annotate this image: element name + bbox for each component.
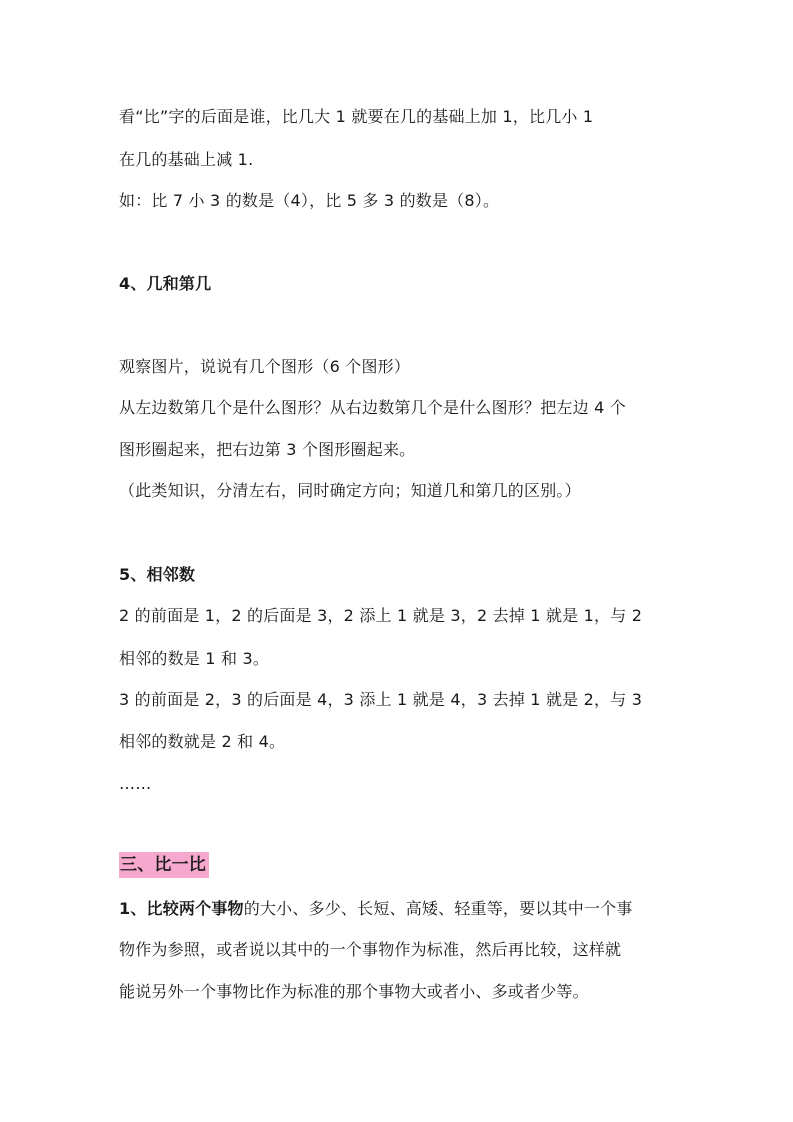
section-5-line-3: 3 的前面是 2，3 的后面是 4，3 添上 1 就是 4，3 去掉 1 就是 2，与 3 <box>119 690 643 709</box>
section-5-heading: 5、相邻数 <box>119 565 196 584</box>
compare-example-line: 如：比 7 小 3 的数是（4），比 5 多 3 的数是（8）。 <box>119 191 500 210</box>
section-three-heading: 三、比一比 <box>119 852 209 878</box>
section-5-line-1: 2 的前面是 1，2 的后面是 3，2 添上 1 就是 3，2 去掉 1 就是 1，与 2 <box>119 606 643 625</box>
section-three-line-1-bold: 1、比较两个事物 <box>119 899 244 918</box>
section-4-line-2: 从左边数第几个是什么图形？从右边数第几个是什么图形？把左边 4 个 <box>119 398 626 417</box>
section-5-line-4: 相邻的数就是 2 和 4。 <box>119 732 286 751</box>
section-three-heading-wrap <box>119 855 209 875</box>
section-three-line-1 <box>119 899 633 919</box>
compare-rule-line-1: 看“比”字的后面是谁，比几大 1 就要在几的基础上加 1，比几小 1 <box>119 107 594 126</box>
compare-rule-line-2: 在几的基础上减 1. <box>119 150 254 169</box>
section-three-line-3: 能说另外一个事物比作为标准的那个事物大或者小、多或者少等。 <box>119 982 589 1001</box>
section-5-ellipsis: …… <box>119 774 152 793</box>
section-three-line-1-rest: 的大小、多少、长短、高矮、轻重等，要以其中一个事 <box>243 899 633 918</box>
section-5-line-2: 相邻的数是 1 和 3。 <box>119 649 270 668</box>
section-4-line-3: 图形圈起来，把右边第 3 个图形圈起来。 <box>119 440 416 459</box>
section-4-note: （此类知识，分清左右，同时确定方向；知道几和第几的区别。） <box>119 481 581 500</box>
section-4-line-1: 观察图片，说说有几个图形（6 个图形） <box>119 357 411 376</box>
section-three-line-2: 物作为参照，或者说以其中的一个事物作为标准，然后再比较，这样就 <box>119 940 622 959</box>
section-4-heading: 4、几和第几 <box>119 274 212 293</box>
